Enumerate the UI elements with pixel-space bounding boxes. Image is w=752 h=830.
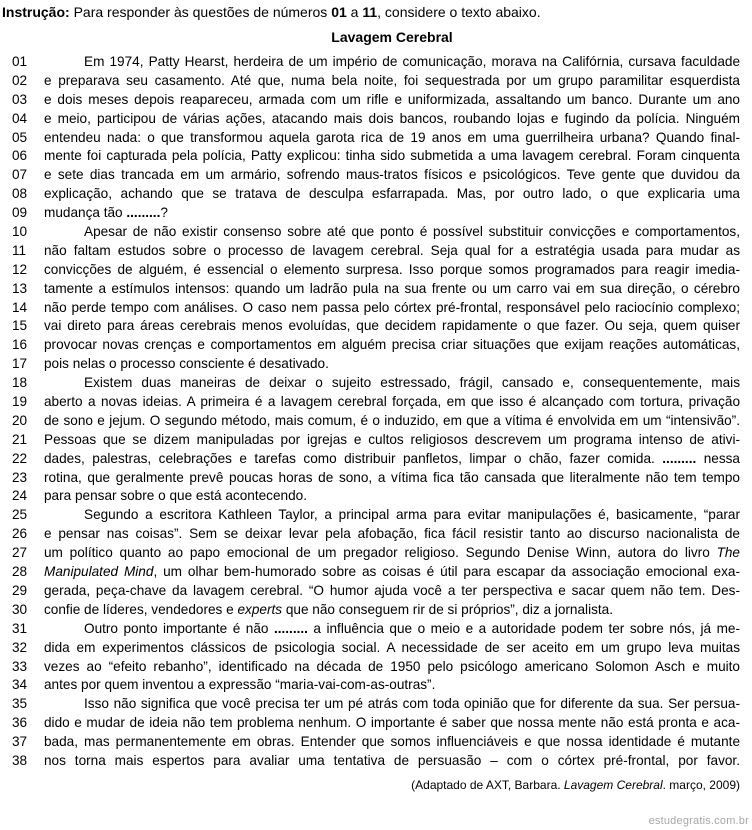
text-run: Em 1974, Patty Hearst, herdeira de um império de comunicação, morava na Califórnia, cursava faculdade [84,54,740,69]
line-number: 22 [12,450,28,466]
line-number: 01 [12,54,28,69]
line-number: 32 [12,639,28,655]
line-number: 28 [12,564,28,580]
text-run: de sono e jejum. O segundo método, mais comum, é o induzido, em que a vítima é envolvida em um “intensivão”. [44,412,740,428]
text-line [0,450,752,469]
text-line [0,129,752,148]
text-line [0,355,752,374]
paragraph [0,620,752,696]
text-run: Outro ponto importante é não [84,620,274,636]
paragraph [0,374,752,506]
line-text [44,469,740,488]
text-line [0,563,752,582]
text-run: aberto a novas ideias. A primeira é a lavagem cerebral forçada, em que isso é alcançado com tortura, privação [44,394,740,410]
line-text [44,299,740,318]
line-text [44,582,740,601]
line-text [44,450,740,469]
text-run: vezes ao “efeito rebanho”, identificado na década de 1950 pelo psicólogo americano Solomon Asch e muito [44,658,740,674]
italic-text: The [716,545,740,561]
article-body [0,53,752,771]
text-run: não perde tempo com análises. O caso nem passa pelo córtex pré-frontal, responsável pelo raciocínio complexo; [44,299,740,315]
line-text [44,204,740,223]
line-text [44,110,740,129]
line-number: 13 [12,280,28,296]
line-text [84,695,740,714]
line-text [44,544,740,563]
line-number: 10 [12,224,28,240]
text-run: Segundo a escritora Kathleen Taylor, a principal arma para evitar manipulações é, basicamente, “parar [84,507,740,523]
text-line [0,431,752,450]
text-run: e sete dias trancada em um armário, sofrendo maus-tratos físicos e psicológicos. Teve gente que duvidou da [44,167,740,183]
line-number: 27 [12,545,28,561]
citation-text: (Adaptado de AXT, Barbara. [411,778,564,792]
line-text [44,185,740,204]
line-number: 11 [12,242,27,258]
line-number: 03 [12,91,28,107]
text-line [0,317,752,336]
line-text [44,752,740,771]
line-text [84,53,740,72]
text-title: Lavagem Cerebral [331,29,453,45]
line-text [44,91,740,110]
instruction-text: , considere o texto abaixo. [377,4,541,20]
text-line [0,72,752,91]
line-number: 35 [12,696,28,712]
paragraph [0,695,752,771]
line-number: 12 [12,261,28,277]
text-run: pois nelas o processo consciente é desativado. [44,356,329,372]
line-text [44,714,740,733]
paragraph [0,223,752,374]
text-line [0,733,752,752]
italic-text: experts [237,601,283,617]
text-line [0,658,752,677]
line-number: 30 [12,601,28,617]
line-number: 26 [12,526,28,542]
line-text [44,317,740,336]
line-text [44,658,740,677]
line-text [44,393,740,412]
line-number: 18 [12,375,28,391]
blank-gap: ......... [662,450,697,466]
line-number: 08 [12,186,28,202]
line-number: 02 [12,72,28,88]
text-line [0,506,752,525]
text-run: mudança tão [44,205,127,221]
text-run: Existem duas maneiras de deixar o sujeito estressado, frágil, cansado e, consequentemente, mais [84,375,740,391]
text-run: tamente a estímulos intensos: quando um ladrão pula na sua frente ou um carro vai em sua direção, o cérebro [44,280,740,296]
line-number: 17 [12,356,28,372]
line-number: 04 [12,110,28,126]
line-text [44,733,740,752]
line-text [44,431,740,450]
line-text [44,412,740,431]
text-line [0,620,752,639]
line-number: 06 [12,148,28,164]
line-text [44,676,740,695]
line-text [44,601,740,620]
line-text [44,336,740,355]
text-run: e pensar nas coisas”. Sem se deixar levar pela afobação, fica fácil resistir tanto ao discurso nacionalista de [44,526,740,542]
text-line [0,299,752,318]
text-run: dades, palestras, celebrações e tarefas como distribuir panfletos, limpar o chão, fazer comida. [44,450,663,466]
line-text [44,129,740,148]
line-number: 25 [12,507,28,523]
text-line [0,601,752,620]
line-number: 07 [12,167,28,183]
paragraph [0,506,752,619]
text-line [0,185,752,204]
text-line [0,525,752,544]
text-run: convicções de alguém, é essencial o elemento surpresa. Isso porque somos programados para reagir imedia- [44,261,740,277]
line-number: 05 [12,129,28,145]
line-number: 29 [12,582,28,598]
text-line [0,695,752,714]
line-text [44,72,740,91]
text-run: e dois meses depois reapareceu, armada com um rifle e uniformizada, assaltando um banco. Durante um ano [44,91,740,107]
line-text [44,261,740,280]
text-line [0,223,752,242]
line-text [44,147,740,166]
line-number: 14 [12,299,28,315]
line-number: 37 [12,734,28,750]
text-run: dida em experimentos clássicos de psicologia social. A necessidade de ser aceito em um grupo leva muitas [44,639,740,655]
text-line [0,166,752,185]
text-line [0,393,752,412]
text-run: dido e mudar de ideia não tem problema nenhum. O importante é saber que nossa mente não está pronta e aca- [44,715,740,731]
text-run: nos torna mais espertos para avaliar uma tentativa de persuasão – com o córtex pré-frontal, por favor. [44,752,740,768]
line-number: 31 [12,620,28,636]
text-run: bada, mas permanentemente em obras. Entender que somos influenciáveis e que nossa identidade é mutante [44,734,740,750]
text-run: que não conseguem rir de si próprios”, diz a jornalista. [282,601,613,617]
text-run: e preparava seu casamento. Até que, numa bela noite, foi sequestrada por um grupo paramilitar esquerdista [44,72,740,88]
text-run: vai direto para áreas cerebrais menos evoluídas, que decidem rapidamente o que fazer. Ou seja, quem quiser [44,318,740,334]
text-line [0,280,752,299]
line-number: 23 [12,469,28,485]
text-line [0,714,752,733]
text-run: gerada, peça-chave da lavagem cerebral. “O humor ajuda você a ter perspectiva e sacar quem não tem. Des- [44,582,740,598]
text-run: um político quanto ao papo emocional de um pregador religioso. Segundo Denise Winn, autora do livro [44,545,717,561]
text-run: mente foi capturada pela polícia, Patty explicou: tinha sido submetida a uma lavagem cerebral. Foram cinquenta [44,148,740,164]
text-line [0,487,752,506]
line-text [84,506,740,525]
text-run: , um olhar bem-humorado sobre as coisas é útil para escapar da associação emocional exa- [153,564,740,580]
line-text [44,525,740,544]
text-line [0,204,752,223]
text-run: entendeu nada: o que transformou aquela garota rica de 19 anos em uma guerrilheira urbana? Quando final- [44,129,740,145]
text-run: nessa [696,450,740,466]
italic-text: Manipulated Mind [44,564,154,580]
text-line [0,110,752,129]
citation-text: . março, 2009) [662,778,740,792]
question-range-end: 11 [362,4,378,20]
instruction-text: a [346,4,363,20]
text-run: rotina, que geralmente prevê poucas horas de sono, a vítima fica tão cansada que literalmente não tem tempo [44,469,740,485]
line-text [84,620,740,639]
source-citation [411,777,740,793]
line-number: 16 [12,337,28,353]
line-number: 34 [12,677,28,693]
text-run: e meio, participou de várias ações, atacando mais dois bancos, roubando lojas e fugindo da polícia. Ninguém [44,110,740,126]
text-run: não faltam estudos sobre o processo de lavagem cerebral. Seja qual for a estratégia usada para mudar as [44,242,740,258]
line-text [44,563,740,582]
line-number: 20 [12,412,28,428]
text-line [0,261,752,280]
line-text [84,223,740,242]
line-text [44,166,740,185]
instruction-text: Para responder às questões de números [69,4,332,20]
line-text [44,487,740,506]
line-number: 19 [12,394,28,410]
line-number: 33 [12,658,28,674]
text-line [0,336,752,355]
line-text [44,242,740,261]
text-run: provocar novas crenças e comportamentos em alguém precisa criar situações que exijam reações automáticas, [44,337,740,353]
text-run: ? [160,205,168,221]
text-line [0,53,752,72]
line-text [84,374,740,393]
text-run: confie de líderes, vendedores e [44,601,238,617]
text-line [0,147,752,166]
text-line [0,582,752,601]
line-number: 09 [12,205,28,221]
citation-work-title: Lavagem Cerebral [563,778,663,792]
text-run: Pessoas que se dizem manipuladas por igrejas e cultos religiosos descrevem um programa intenso de ativi- [44,431,740,447]
text-run: para pensar sobre o que está acontecendo. [44,488,308,504]
text-line [0,91,752,110]
line-number: 15 [12,318,28,334]
instruction [2,3,541,21]
question-range-start: 01 [331,4,347,20]
instruction-label: Instrução: [2,4,70,20]
blank-gap: ......... [126,205,161,221]
line-text [44,639,740,658]
text-line [0,544,752,563]
line-number: 38 [12,752,28,768]
line-number: 36 [12,715,28,731]
text-line [0,412,752,431]
text-run: Apesar de não existir consenso sobre até que ponto é possível substituir convicções e comportamentos, [84,224,740,240]
line-number: 24 [12,488,28,504]
line-number: 21 [12,431,28,447]
text-line [0,676,752,695]
text-line [0,374,752,393]
text-run: antes por quem inventou a expressão “maria-vai-com-as-outras”. [44,677,436,693]
text-line [0,469,752,488]
paragraph [0,53,752,223]
blank-gap: ......... [273,620,308,636]
line-text [44,280,740,299]
text-run: a influência que o meio e a autoridade podem ter sobre nós, já me- [307,620,740,636]
text-line [0,752,752,771]
line-text [44,355,740,374]
text-run: Isso não significa que você precisa ter um pé atrás com toda opinião que for diferente da sua. Ser persua- [84,696,740,712]
text-line [0,242,752,261]
text-run: explicação, achando que se tratava de desculpa esfarrapada. Mas, por outro lado, o que explicaria uma [44,186,740,202]
text-line [0,639,752,658]
site-watermark: estudegratis.com.br [648,815,749,827]
